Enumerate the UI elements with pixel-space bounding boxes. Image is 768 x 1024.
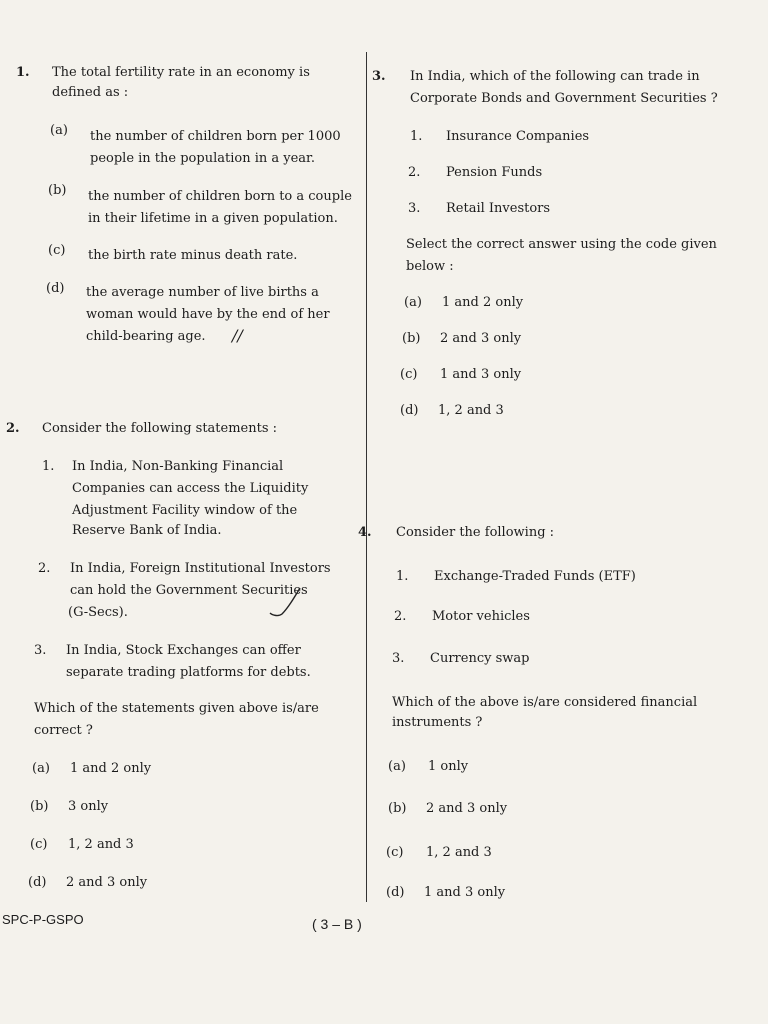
option-text: 1, 2 and 3 <box>438 403 504 418</box>
tick-mark: // <box>232 326 243 345</box>
question-number: 4. <box>358 525 372 540</box>
statement-number: 1. <box>42 459 55 474</box>
item-number: 2. <box>408 165 421 180</box>
question-line: Which of the above is/are considered financial <box>392 695 698 710</box>
option-text: 1, 2 and 3 <box>426 845 492 860</box>
item-number: 3. <box>408 201 421 216</box>
question-line: Which of the statements given above is/are <box>34 701 319 716</box>
option-label: (a) <box>388 759 406 774</box>
statement-line: Adjustment Facility window of the <box>72 503 298 518</box>
option-text: 2 and 3 only <box>66 875 148 890</box>
option-label: (a) <box>404 295 422 310</box>
question-number: 3. <box>372 69 386 84</box>
option-label: (b) <box>30 799 49 814</box>
option-text: 3 only <box>68 799 109 814</box>
item-text: Motor vehicles <box>432 609 530 624</box>
option-text: 1 and 3 only <box>424 885 506 900</box>
item-number: 2. <box>394 609 407 624</box>
question-stem-line: defined as : <box>52 85 129 100</box>
option-text: 1 and 3 only <box>440 367 522 382</box>
item-number: 3. <box>392 651 405 666</box>
page-number: ( 3 – B ) <box>312 916 362 932</box>
instruction-line: Select the correct answer using the code given <box>406 237 717 252</box>
pen-mark <box>268 582 308 622</box>
option-text: 2 and 3 only <box>440 331 522 346</box>
question-line: instruments ? <box>392 715 483 730</box>
option-label: (b) <box>388 801 407 816</box>
question-stem-line: In India, which of the following can trade in <box>410 69 700 84</box>
option-label: (a) <box>50 123 68 138</box>
option-label: (b) <box>402 331 421 346</box>
statement-number: 3. <box>34 643 47 658</box>
instruction-line: below : <box>406 259 454 274</box>
question-line: correct ? <box>34 723 93 738</box>
option-label: (d) <box>386 885 405 900</box>
option-label: (b) <box>48 183 67 198</box>
item-number: 1. <box>396 569 409 584</box>
option-label: (d) <box>28 875 47 890</box>
option-label: (d) <box>400 403 419 418</box>
statement-line: In India, Foreign Institutional Investors <box>70 561 331 576</box>
question-stem-line: The total fertility rate in an economy is <box>52 65 310 80</box>
statement-line: separate trading platforms for debts. <box>66 665 311 680</box>
item-text: Exchange-Traded Funds (ETF) <box>434 569 636 584</box>
option-text: 1 and 2 only <box>442 295 524 310</box>
column-divider <box>366 52 367 902</box>
item-text: Insurance Companies <box>446 129 590 144</box>
statement-line: Reserve Bank of India. <box>72 523 222 538</box>
statement-line: (G-Secs). <box>68 605 128 620</box>
item-text: Retail Investors <box>446 201 551 216</box>
statement-line: In India, Non-Banking Financial <box>72 459 284 474</box>
option-label: (a) <box>32 761 50 776</box>
item-text: Currency swap <box>430 651 530 666</box>
option-text: 1, 2 and 3 <box>68 837 134 852</box>
option-label: (d) <box>46 281 65 296</box>
question-stem: Consider the following statements : <box>42 421 278 436</box>
item-number: 1. <box>410 129 423 144</box>
option-text: 1 and 2 only <box>70 761 152 776</box>
question-stem-line: Corporate Bonds and Government Securities ? <box>410 91 718 106</box>
statement-line: In India, Stock Exchanges can offer <box>66 643 301 658</box>
option-label: (c) <box>48 243 66 258</box>
option-text-line: in their lifetime in a given population. <box>88 211 338 226</box>
statement-number: 2. <box>38 561 51 576</box>
option-text-line: the birth rate minus death rate. <box>88 248 298 263</box>
item-text: Pension Funds <box>446 165 543 180</box>
option-label: (c) <box>30 837 48 852</box>
statement-line: can hold the Government Securities <box>70 583 308 598</box>
option-label: (c) <box>386 845 404 860</box>
option-text: 2 and 3 only <box>426 801 508 816</box>
statement-line: Companies can access the Liquidity <box>72 481 309 496</box>
question-number: 2. <box>6 421 20 436</box>
option-text-line: woman would have by the end of her <box>86 307 330 322</box>
option-text-line: people in the population in a year. <box>90 151 315 166</box>
option-text-line: the number of children born to a couple <box>88 189 352 204</box>
option-text-line: child-bearing age. <box>86 329 206 344</box>
option-text: 1 only <box>428 759 469 774</box>
paper-code: SPC-P-GSPO <box>2 912 84 927</box>
question-stem: Consider the following : <box>396 525 555 540</box>
option-text-line: the average number of live births a <box>86 285 319 300</box>
option-text-line: the number of children born per 1000 <box>90 129 341 144</box>
option-label: (c) <box>400 367 418 382</box>
question-number: 1. <box>16 65 30 80</box>
